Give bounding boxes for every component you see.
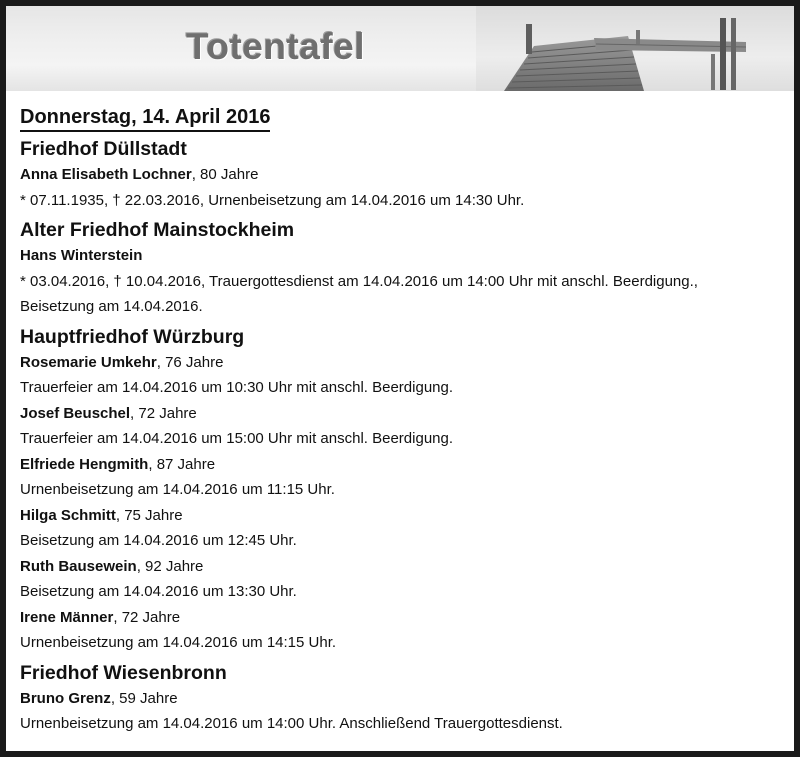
deceased-name: Irene Männer <box>20 608 114 626</box>
date-heading: Donnerstag, 14. April 2016 <box>20 105 270 132</box>
deceased-name: Hans Winterstein <box>20 247 143 264</box>
deceased-age: , 80 Jahre <box>191 166 259 183</box>
service-details: Trauerfeier am 14.04.2016 um 10:30 Uhr mit anschl. Beerdigung. <box>20 379 454 396</box>
deceased-age: , 59 Jahre <box>110 689 178 707</box>
deceased-line <box>20 554 784 580</box>
service-details: Urnenbeisetzung am 14.04.2016 um 11:15 Uhr. <box>20 481 335 498</box>
service-details: Beisetzung am 14.04.2016 um 13:30 Uhr. <box>20 583 297 600</box>
deceased-line <box>20 452 784 478</box>
deceased-name: Hilga Schmitt <box>20 506 116 524</box>
deceased-age: , 72 Jahre <box>130 404 197 422</box>
service-details: Urnenbeisetzung am 14.04.2016 um 14:15 Uhr. <box>20 634 337 651</box>
deceased-line <box>20 243 784 269</box>
deceased-line <box>20 503 784 529</box>
deceased-name: Anna Elisabeth Lochner <box>20 166 192 183</box>
service-details: * 03.04.2016, † 10.04.2016, Trauergottesdienst am 14.04.2016 um 14:00 Uhr mit anschl. Beerdigung., <box>20 272 698 290</box>
deceased-name: Bruno Grenz <box>20 689 111 707</box>
deceased-age: , 72 Jahre <box>113 608 181 626</box>
deceased-line <box>20 401 784 427</box>
deceased-name: Rosemarie Umkehr <box>20 353 157 371</box>
deceased-name: Josef Beuschel <box>20 404 131 422</box>
header-banner <box>6 6 794 91</box>
deceased-line <box>20 350 784 376</box>
deceased-age: , 75 Jahre <box>115 506 183 524</box>
service-details: Trauerfeier am 14.04.2016 um 15:00 Uhr mit anschl. Beerdigung. <box>20 430 454 447</box>
deceased-age: , 76 Jahre <box>156 353 224 371</box>
service-details: Beisetzung am 14.04.2016. <box>20 298 203 315</box>
page-title: Totentafel <box>186 26 366 67</box>
notice-content <box>20 95 784 737</box>
deceased-line <box>20 162 784 188</box>
service-details: Urnenbeisetzung am 14.04.2016 um 14:00 Uhr. Anschließend Trauergottesdienst. <box>20 715 563 732</box>
deceased-name: Elfriede Hengmith <box>20 455 149 473</box>
deceased-line <box>20 605 784 631</box>
cemetery-heading: Friedhof Düllstadt <box>20 138 187 160</box>
deceased-name: Ruth Bausewein <box>20 557 137 575</box>
service-details: Beisetzung am 14.04.2016 um 12:45 Uhr. <box>20 532 297 549</box>
pier-image <box>476 6 794 91</box>
cemetery-heading: Alter Friedhof Mainstockheim <box>20 219 295 241</box>
cemetery-heading: Hauptfriedhof Würzburg <box>20 325 245 348</box>
service-details: * 07.11.1935, † 22.03.2016, Urnenbeisetzung am 14.04.2016 um 14:30 Uhr. <box>20 191 525 209</box>
cemetery-heading: Friedhof Wiesenbronn <box>20 661 227 684</box>
deceased-line <box>20 686 784 712</box>
deceased-age: , 92 Jahre <box>136 557 204 575</box>
deceased-age: , 87 Jahre <box>148 455 216 473</box>
